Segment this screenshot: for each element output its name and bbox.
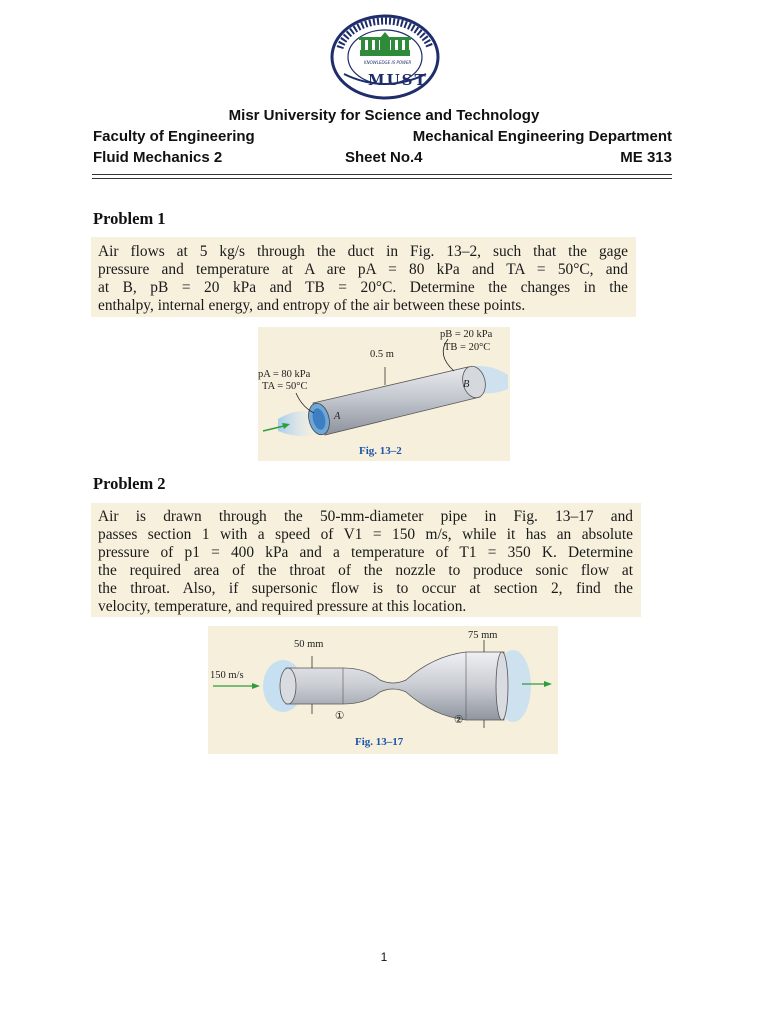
department-name: Mechanical Engineering Department [412,128,672,145]
course-code: ME 313 [620,149,672,166]
nozzle-drawing [208,626,558,754]
problem-2-line: the throat. Also, if supersonic flow is to occur at section 2, find the [98,580,633,597]
point-b-label: B [463,379,470,390]
problem-2-title: Problem 2 [93,474,166,493]
course-name: Fluid Mechanics 2 [93,149,223,166]
figure-13-2 [258,327,510,461]
figure-13-2-caption: Fig. 13–2 [359,445,402,457]
university-logo [330,14,440,100]
length-label: 0.5 m [370,349,394,360]
problem-1-title: Problem 1 [93,209,166,228]
pA-label: pA = 80 kPa [258,369,311,380]
section-1-label: ① [335,710,345,722]
problem-2-line: velocity, temperature, and required pressure at this location. [98,598,467,615]
problem-2-line: Air is drawn through the 50-mm-diameter pipe in Fig. 13–17 and [98,508,633,525]
pB-label: pB = 20 kPa [440,329,493,340]
page-number: 1 [380,950,388,964]
problem-1-line: pressure and temperature at A are pA = 80 kPa and TA = 50°C, and [98,261,628,278]
logo-abbr: MUST [368,71,428,89]
problem-1-line: Air flows at 5 kg/s through the duct in Fig. 13–2, such that the gage [98,243,628,260]
logo-motto: KNOWLEDGE IS POWER [364,60,412,65]
problem-1-statement [91,237,636,317]
d2-label: 75 mm [468,630,498,641]
d1-label: 50 mm [294,639,324,650]
problem-2-line: passes section 1 with a speed of V1 = 150 m/s, while it has an absolute [98,526,633,543]
header-rule-bottom [92,178,672,179]
sheet-number: Sheet No.4 [345,149,423,166]
problem-1-line: enthalpy, internal energy, and entropy of the air between these points. [98,297,526,314]
problem-2-line: pressure of p1 = 400 kPa and a temperature of T1 = 350 K. Determine [98,544,633,561]
TA-label: TA = 50°C [262,381,308,392]
TB-label: TB = 20°C [444,342,491,353]
university-name: Misr University for Science and Technology [228,107,540,124]
header-rule-top [92,174,672,175]
section-2-label: ② [454,714,464,726]
faculty-name: Faculty of Engineering [93,128,255,145]
speed-label: 150 m/s [210,670,244,681]
point-a-label: A [334,411,341,422]
problem-2-statement [91,503,641,617]
problem-2-line: the required area of the throat of the nozzle to produce sonic flow at [98,562,633,579]
figure-13-17-caption: Fig. 13–17 [355,736,404,748]
figure-13-17 [208,626,558,754]
problem-1-line: at B, pB = 20 kPa and TB = 20°C. Determine the changes in the [98,279,628,296]
